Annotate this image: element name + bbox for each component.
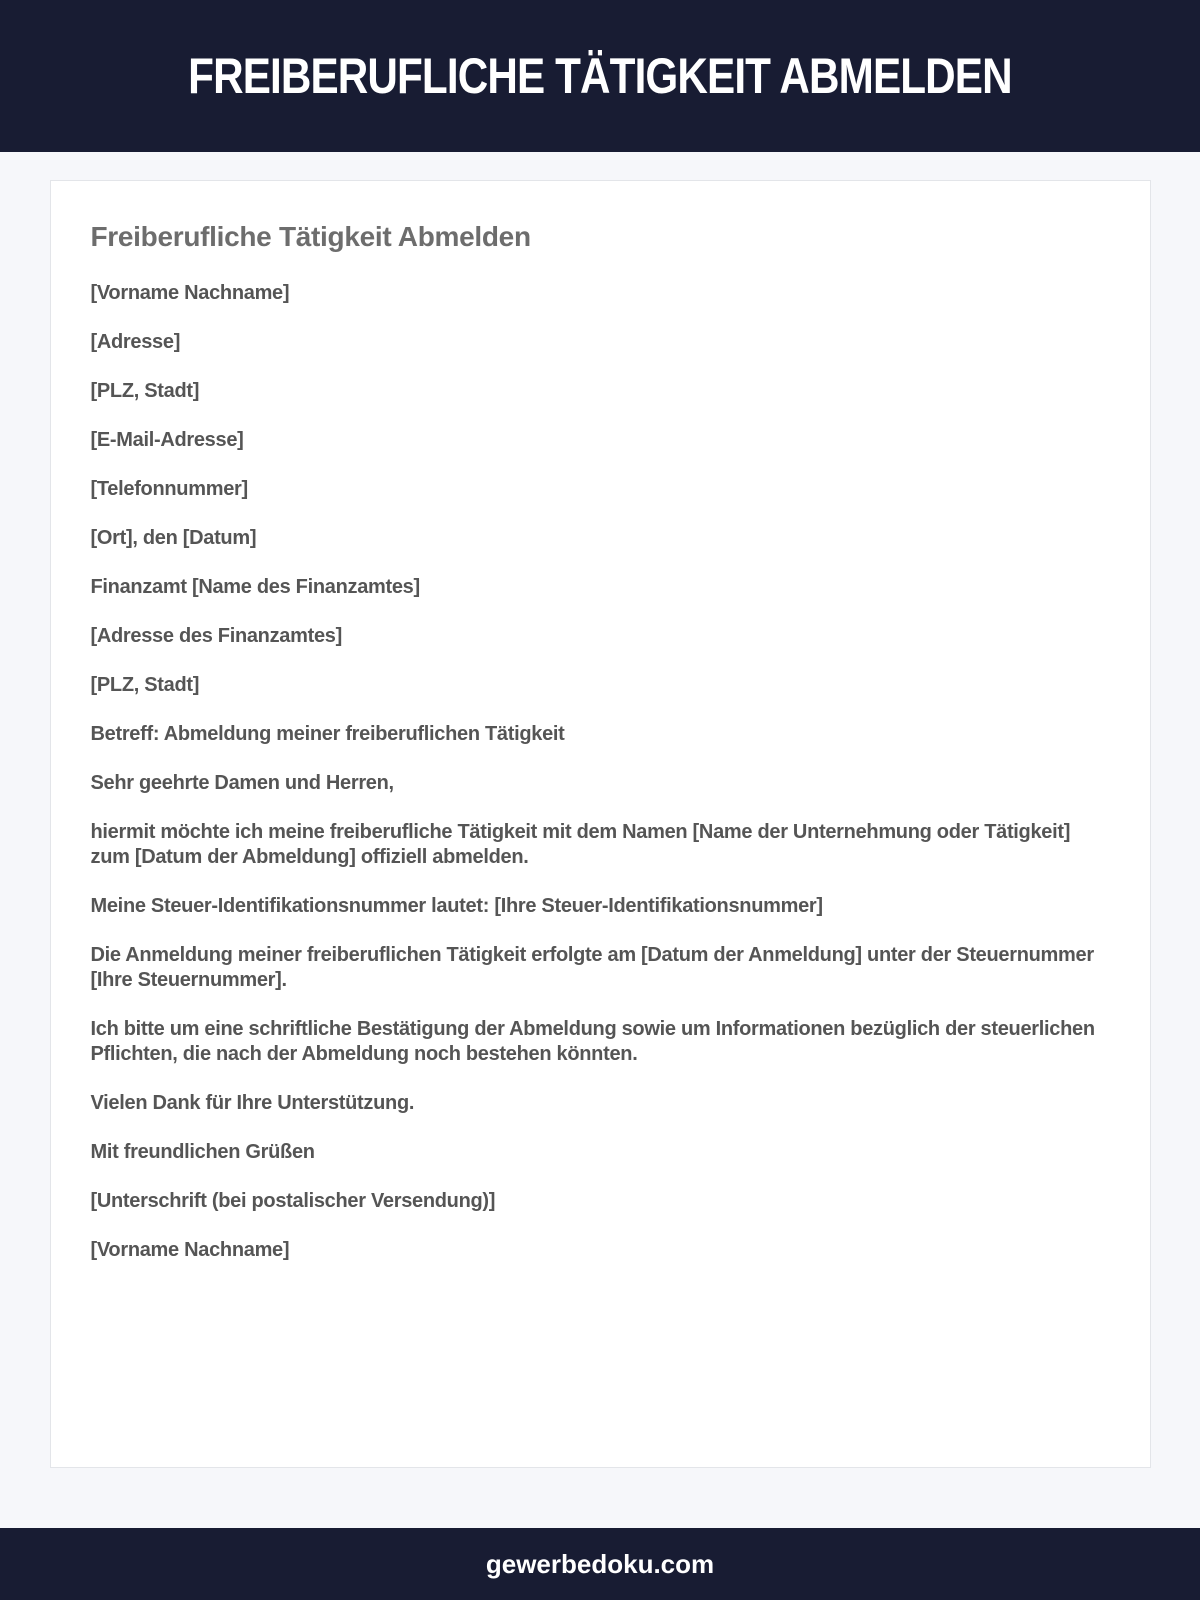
letter-paragraph-place-date: [Ort], den [Datum] (90, 527, 257, 549)
letter-paragraph-sender-phone: [Telefonnummer] (90, 478, 248, 500)
letter-paragraph-recipient-address: [Adresse des Finanzamtes] (90, 625, 342, 647)
content-area (0, 152, 1200, 1528)
site-name: gewerbedoku.com (485, 1548, 715, 1579)
letter-paragraph-salutation: Sehr geehrte Damen und Herren, (90, 772, 394, 794)
letter-title: Freiberufliche Tätigkeit Abmelden (90, 221, 531, 252)
letter-paragraph-sender-name: [Vorname Nachname] (90, 282, 290, 304)
letter-paragraph-thanks: Vielen Dank für Ihre Unterstützung. (90, 1092, 415, 1114)
letter-paragraph-confirmation-request: Ich bitte um eine schriftliche Bestätigung der Abmeldung sowie um Informationen bezüglich der steuerlichen Pflichten, die nach der Abmeldung noch bestehen könnten. (90, 1018, 1095, 1065)
letter-paragraph-recipient-office: Finanzamt [Name des Finanzamtes] (90, 576, 420, 598)
letter-paragraph-tax-id: Meine Steuer-Identifikationsnummer lautet: [Ihre Steuer-Identifikationsnummer] (90, 895, 823, 917)
letter-paragraph-sender-city: [PLZ, Stadt] (90, 380, 200, 402)
page-header (0, 0, 1200, 152)
letter-paragraph-signature: [Unterschrift (bei postalischer Versendung)] (90, 1190, 496, 1212)
letter-paragraph-body-1: hiermit möchte ich meine freiberufliche Tätigkeit mit dem Namen [Name der Unternehmung oder Tätigkeit] zum [Datum der Abmeldung] offiziell abmelden. (90, 821, 1071, 868)
page-footer (0, 1528, 1200, 1600)
letter-paragraph-sender-email: [E-Mail-Adresse] (90, 429, 244, 451)
letter-card (50, 180, 1151, 1468)
letter-paragraph-signature-name: [Vorname Nachname] (90, 1239, 290, 1261)
page-title: FREIBERUFLICHE TÄTIGKEIT ABMELDEN (188, 48, 1012, 104)
letter-paragraph-registration-info: Die Anmeldung meiner freiberuflichen Tätigkeit erfolgte am [Datum der Anmeldung] unter der Steuernummer [Ihre Steuernummer]. (90, 944, 1094, 991)
letter-paragraph-subject: Betreff: Abmeldung meiner freiberuflichen Tätigkeit (90, 723, 565, 745)
letter-paragraph-sender-address: [Adresse] (90, 331, 181, 353)
letter-paragraph-recipient-city: [PLZ, Stadt] (90, 674, 200, 696)
letter-paragraph-closing: Mit freundlichen Grüßen (90, 1141, 315, 1163)
